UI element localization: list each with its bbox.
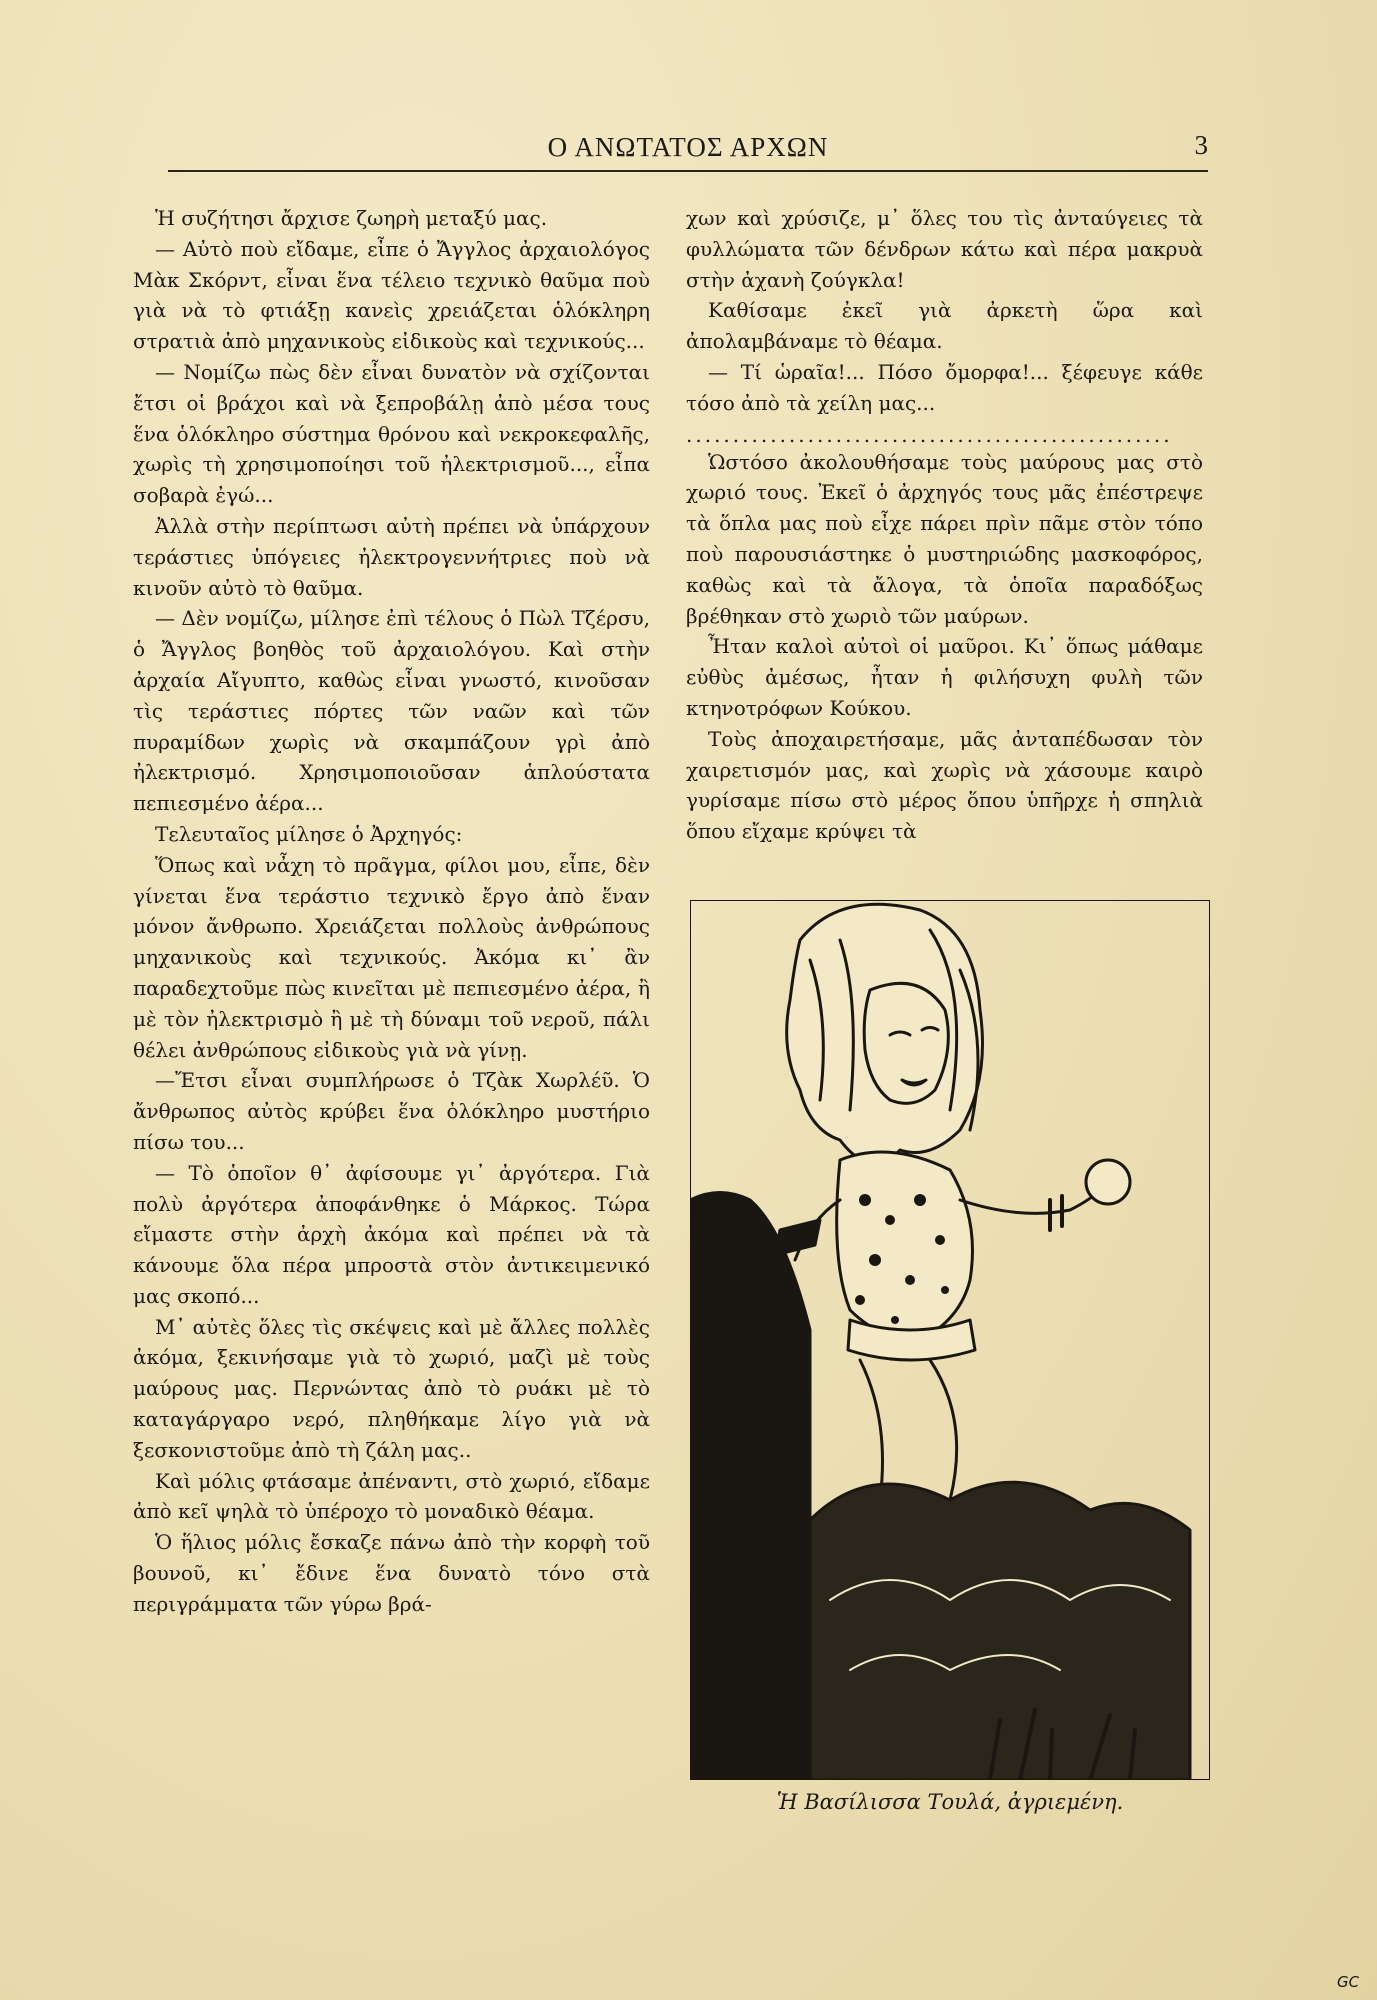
paragraph: Ὅπως καὶ νἆχη τὸ πρᾶγμα, φίλοι μου, εἶπε, δὲν γίνεται ἕνα τεράστιο τεχνικὸ ἔργο ἀπὸ ἕναν μόνον ἄνθρωπο. Χρειάζεται πολλοὺς ἀνθρώπους μηχανικοὺς καὶ τεχνικούς. Ἀκόμα κι᾽ ἂν παραδεχτοῦμε πὼς κινεῖται μὲ πεπιεσμένο ἀέρα, ἢ μὲ τὸν ἠλεκτρισμὸ ἢ μὲ τὴ δύναμι τοῦ νεροῦ, πάλι θέλει ἀνθρώπους εἰδικοὺς γιὰ νὰ γίνῃ.	[133, 852, 650, 1062]
queen-tula-illustration	[690, 900, 1210, 1780]
paragraph: — Αὐτὸ ποὺ εἴδαμε, εἶπε ὁ Ἄγγλος ἀρχαιολόγος Μὰκ Σκόρντ, εἶναι ἕνα τέλειο τεχνικὸ θαῦμα ποὺ γιὰ νὰ τὸ φτιάξῃ κανεὶς χρειάζεται ὁλόκληρη στρατιὰ ἀπὸ μηχανικοὺς εἰδικοὺς καὶ τεχνικούς...	[133, 236, 650, 354]
paragraph: — Τὸ ὁποῖον θ᾽ ἀφίσουμε γι᾽ ἀργότερα. Γιὰ πολὺ ἀργότερα ἀποφάνθηκε ὁ Μάρκος. Τώρα εἴμαστε στὴν ἀρχὴ ἀκόμα καὶ πρέπει νὰ τὰ κάνουμε ὅλα πέρα μπροστὰ στὸν ἀντικειμενικό μας σκοπό...	[133, 1160, 650, 1308]
paragraph: Μ᾽ αὐτὲς ὅλες τὶς σκέψεις καὶ μὲ ἄλλες πολλὲς ἀκόμα, ξεκινήσαμε γιὰ τὸ χωριό, μαζὶ μὲ τοὺς μαύρους μας. Περνώντας ἀπὸ τὸ ρυάκι μὲ τὸ καταγάργαρο νερό, πληθήκαμε λίγο γιὰ νὰ ξεσκονιστοῦμε ἀπὸ τὴ ζάλη μας..	[133, 1314, 650, 1462]
rock-outline	[690, 1193, 810, 1781]
paragraph: Τελευταῖος μίλησε ὁ Ἀρχηγός:	[155, 821, 463, 846]
paragraph: Ἀλλὰ στὴν περίπτωσι αὐτὴ πρέπει νὰ ὑπάρχουν τεράστιες ὑπόγειες ἠλεκτρογεννήτριες ποὺ νὰ κινοῦν αὐτὸ τὸ θαῦμα.	[133, 513, 650, 600]
right-column	[686, 203, 1203, 847]
page-header	[168, 128, 1208, 172]
torso	[837, 1152, 973, 1340]
paragraph: — Τί ὡραῖα!... Πόσο ὄμορφα!... ξέφευγε κάθε τόσο ἀπὸ τὰ χείλη μας...	[686, 359, 1203, 415]
paragraph: — Νομίζω πὼς δὲν εἶναι δυνατὸν νὰ σχίζονται ἔτσι οἱ βράχοι καὶ νὰ ξεπροβάλῃ ἀπὸ μέσα τους ἕνα ὁλόκληρο σύστημα θρόνου καὶ νεκροκεφαλῆς, χωρὶς τὴ χρησιμοποίησι τοῦ ἠλεκτρισμοῦ..., εἶπα σοβαρὰ ἐγώ...	[133, 359, 650, 508]
paragraph: — Δὲν νομίζω, μίλησε ἐπὶ τέλους ὁ Πὼλ Τζέρσυ, ὁ Ἄγγλος βοηθὸς τοῦ ἀρχαιολόγου. Καὶ στὴν ἀρχαία Αἴγυπτο, καθὼς εἶναι γνωστό, κινοῦσαν τὶς τεράστιες πόρτες τῶν ναῶν καὶ τῶν πυραμίδων χωρὶς νὰ σκαμπάζουν γρὶ ἀπὸ ἠλεκτρισμό. Χρησιμοποιοῦσαν ἁπλούστατα πεπιεσμένο ἀέρα...	[133, 606, 650, 816]
page-number: 3	[1194, 130, 1208, 160]
paragraph: —Ἔτσι εἶναι συμπλήρωσε ὁ Τζὰκ Χωρλέῦ. Ὁ ἄνθρωπος αὐτὸς κρύβει ἕνα ὁλόκληρο μυστήριο πίσω του...	[133, 1068, 650, 1154]
running-title: Ο ΑΝΩΤΑΤΟΣ ΑΡΧΩΝ	[547, 132, 829, 162]
scene-break: ....................................................	[686, 422, 1173, 447]
paragraph: χων καὶ χρύσιζε, μ᾽ ὅλες του τὶς ἀνταύγειες τὰ φυλλώματα τῶν δένδρων κάτω καὶ πέρα μακρυὰ στὴν ἀχανὴ ζούγκλα!	[686, 206, 1203, 292]
paragraph: Ἦταν καλοὶ αὐτοὶ οἱ μαῦροι. Κι᾽ ὅπως μάθαμε εὐθὺς ἀμέσως, ἦταν ἡ φιλήσυχη φυλὴ τῶν κτηνοτρόφων Κούκου.	[686, 634, 1203, 720]
paragraph: Ἡ συζήτησι ἄρχισε ζωηρὴ μεταξύ μας.	[155, 206, 548, 230]
paragraph: Ὁ ἥλιος μόλις ἔσκαζε πάνω ἀπὸ τὴν κορφὴ τοῦ βουνοῦ, κι᾽ ἔδινε ἕνα δυνατὸ τόνο στὰ περιγράμματα τῶν γύρω βρά-	[133, 1530, 650, 1616]
paragraph: Καὶ μόλις φτάσαμε ἀπέναντι, στὸ χωριό, εἴδαμε ἀπὸ κεῖ ψηλὰ τὸ ὑπέροχο τὸ μοναδικὸ θέαμα.	[133, 1468, 650, 1524]
paragraph: Καθίσαμε ἐκεῖ γιὰ ἀρκετὴ ὥρα καὶ ἀπολαμβάναμε τὸ θέαμα.	[686, 298, 1203, 354]
paragraph: Ὡστόσο ἀκολουθήσαμε τοὺς μαύρους μας στὸ χωριό τους. Ἐκεῖ ὁ ἀρχηγός τους μᾶς ἐπέστρεψε τὰ ὅπλα μας ποὺ εἶχε πάρει πρὶν πᾶμε στὸν τόπο ποὺ παρουσιάστηκε ὁ μυστηριώδης μασκοφόρος, καθὼς καὶ τὰ ἄλογα, τὰ ὁποῖα παραδόξως βρέθηκαν στὸ χωριὸ τῶν μαύρων.	[686, 449, 1203, 628]
illustration-caption: Ἡ Βασίλισσα Τουλά, ἀγριεμένη.	[776, 1790, 1124, 1814]
gc-watermark-logo	[1335, 1970, 1363, 1992]
arm-right	[960, 1190, 1100, 1213]
left-column	[133, 203, 650, 1620]
paragraph: Τοὺς ἀποχαιρετήσαμε, μᾶς ἀνταπέδωσαν τὸν χαιρετισμόν μας, καὶ χωρὶς νὰ χάσουμε καιρὸ γυρίσαμε πίσω στὸ μέρος ὅπου ὑπῆρχε ἡ σπηλιὰ ὅπου εἴχαμε κρύψει τὰ	[686, 726, 1203, 844]
watermark-text: GC	[1337, 1973, 1360, 1991]
face	[864, 983, 948, 1103]
